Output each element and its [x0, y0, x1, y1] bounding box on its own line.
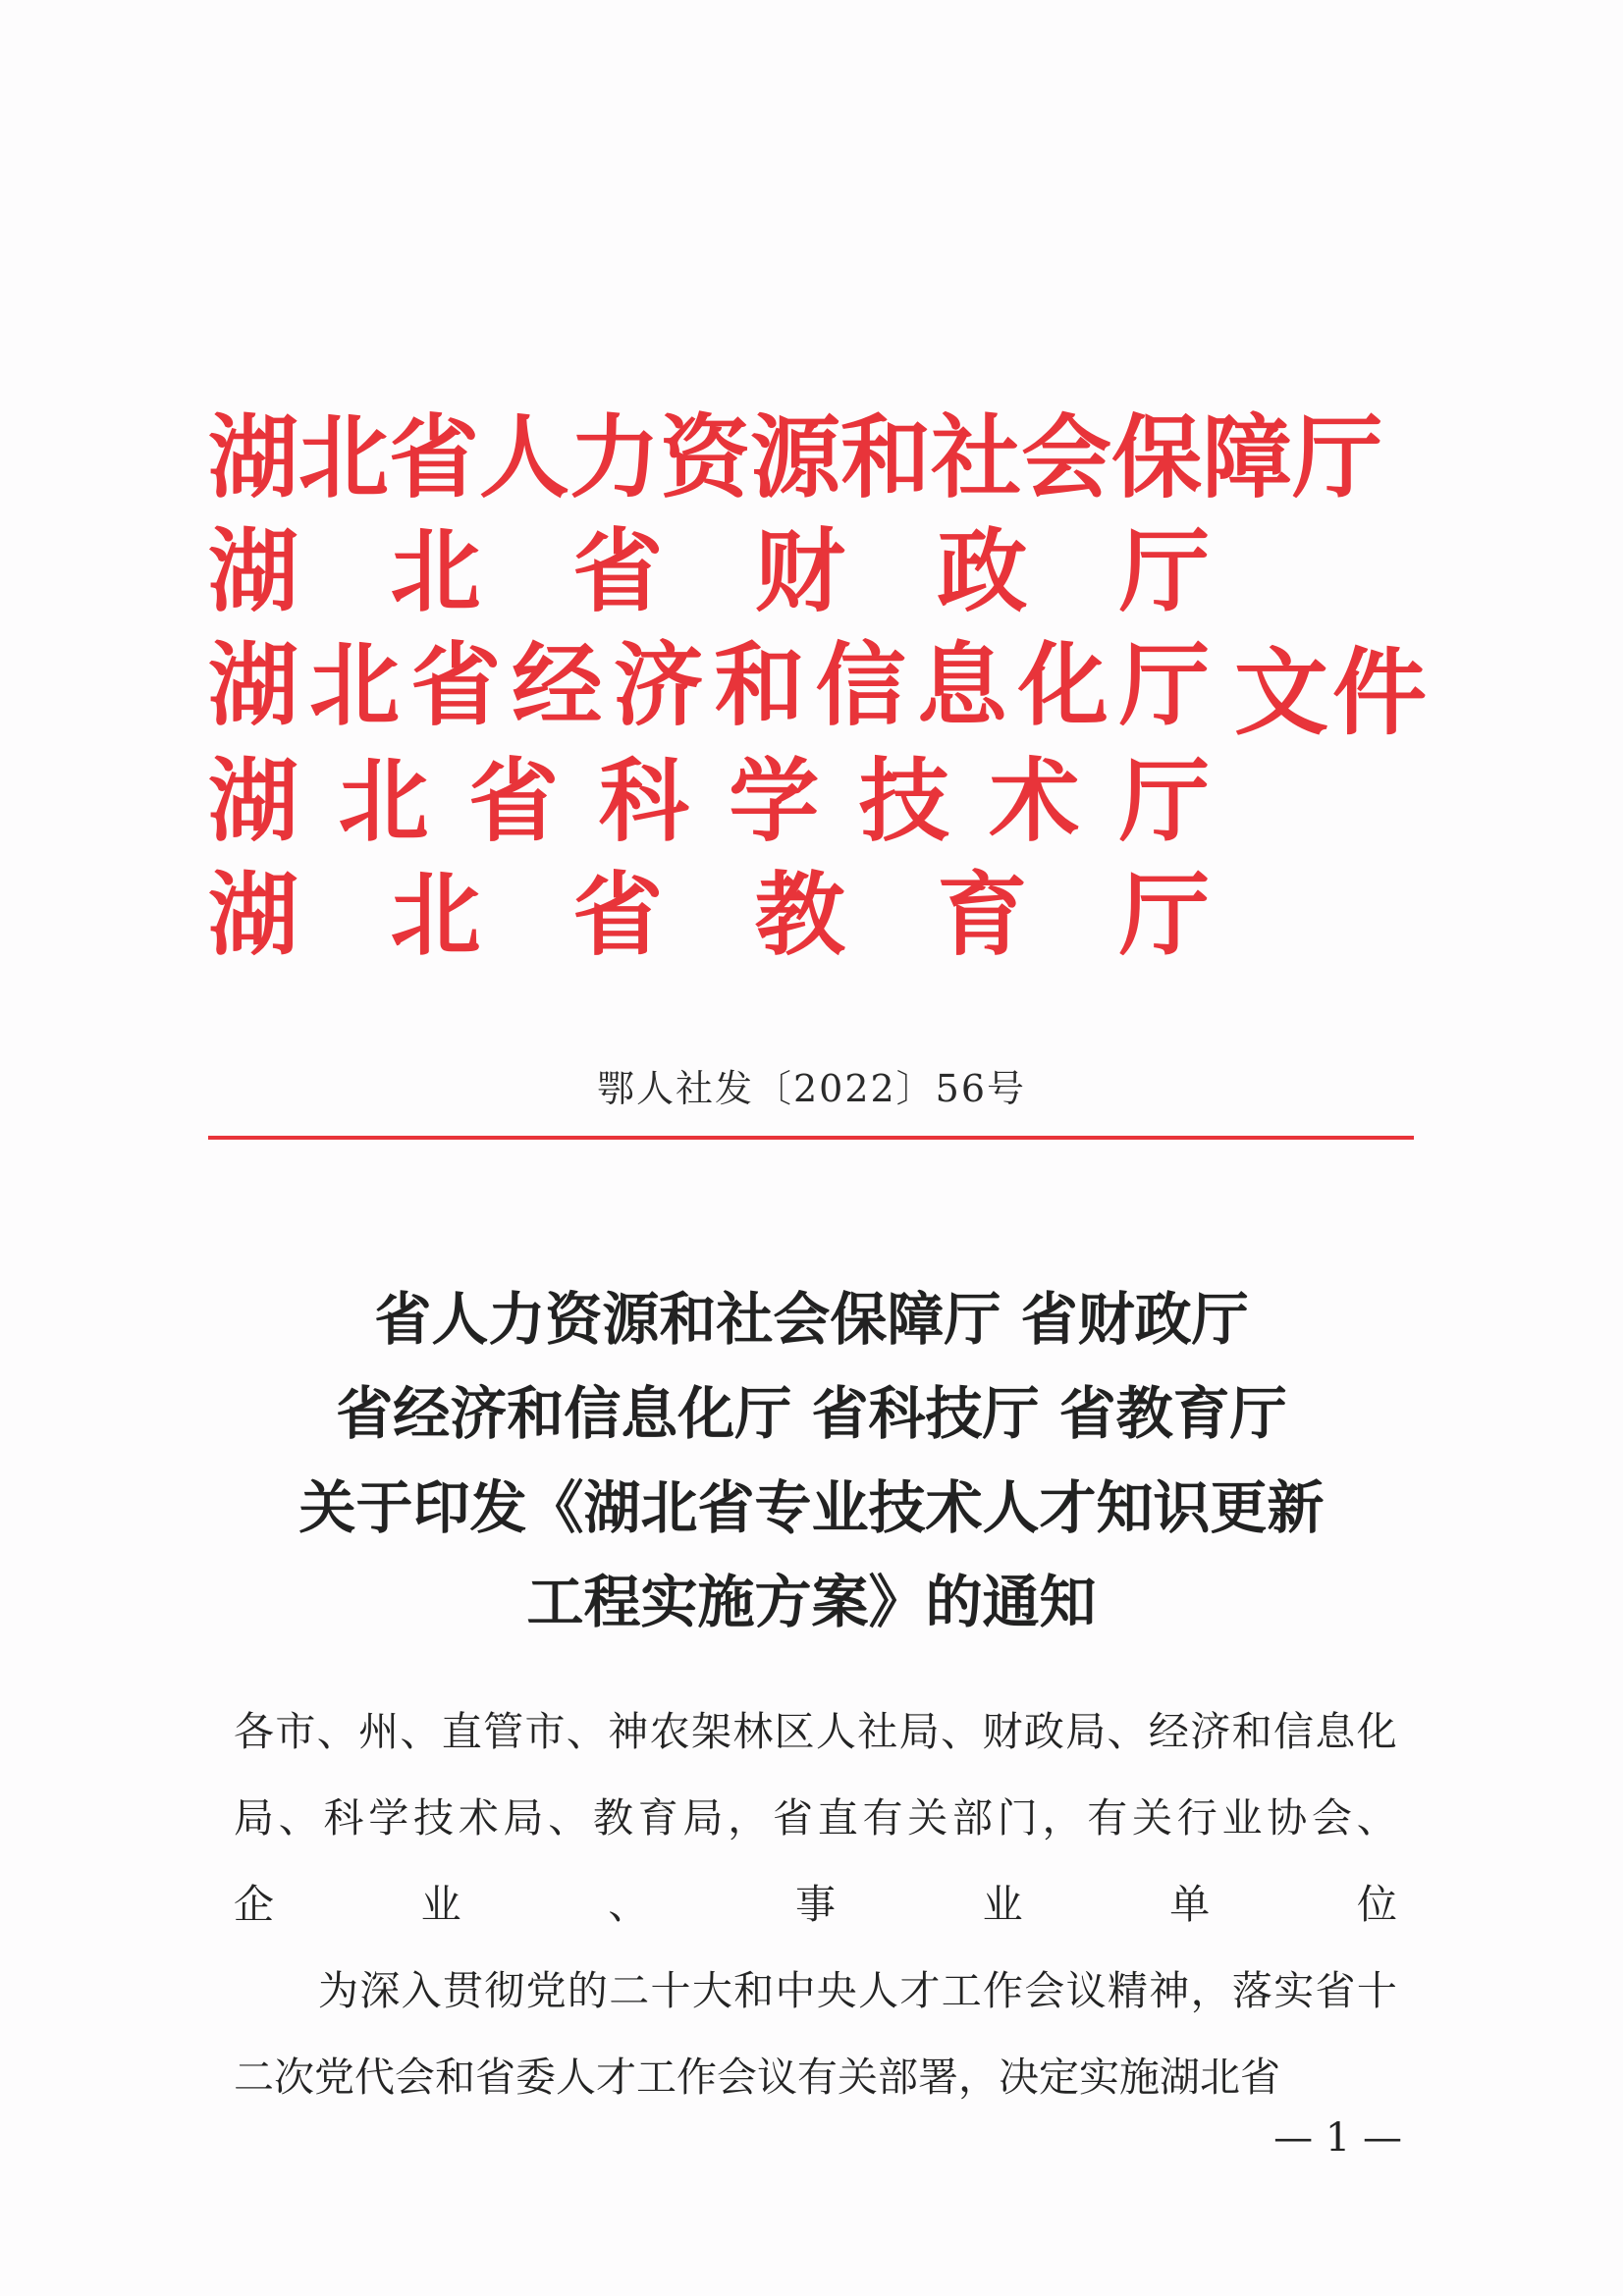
issuer-char: 技 — [858, 748, 949, 854]
text-line — [234, 1775, 1397, 1861]
text-line — [234, 1861, 1397, 1948]
issuer-char: 政 — [937, 518, 1028, 624]
issuer-char: 北 — [338, 748, 429, 854]
issuer-char: 会 — [1021, 404, 1112, 510]
issuer-char: 省 — [410, 632, 502, 738]
issuer-char: 湖 — [208, 404, 299, 510]
issuer-char: 省 — [572, 518, 664, 624]
issuer-char: 湖 — [208, 632, 299, 738]
issuer-char: 北 — [298, 404, 390, 510]
issuer-char: 教 — [754, 862, 845, 968]
text-line-content: 局 、 科 学 技 术 局 、 教 育 局 ， 省 直 有 关 部 门 ， 有 关 行 业 协 会 、 — [234, 1794, 1397, 1842]
issuer-char: 湖 — [208, 862, 299, 968]
issuer-char: 保 — [1111, 404, 1203, 510]
issuer-char: 省 — [468, 748, 560, 854]
issuer-char: 湖 — [208, 748, 299, 854]
issuer-header — [208, 400, 1431, 970]
title-line: 省人力资源和社会保障厅 省财政厅 — [374, 1286, 1249, 1353]
issuer-char: 和 — [840, 404, 932, 510]
issuer-char: 社 — [931, 404, 1022, 510]
issuer-char: 济 — [613, 632, 704, 738]
red-divider-line — [208, 1136, 1414, 1140]
issuer-char: 资 — [660, 404, 751, 510]
text-line-content: 企 业 、 事 业 单 位 — [234, 1881, 1397, 1928]
issuer-char: 源 — [750, 404, 841, 510]
title-line: 关于印发《湖北省专业技术人才知识更新 — [298, 1474, 1325, 1541]
issuer-char: 北 — [390, 862, 481, 968]
issuer-char: 厅 — [1118, 518, 1210, 624]
issuer-char: 和 — [714, 632, 805, 738]
issuer-char: 湖 — [208, 518, 299, 624]
title-line: 省经济和信息化厅 省科技厅 省教育厅 — [336, 1380, 1287, 1447]
body-paragraph — [234, 1948, 1397, 2120]
text-line — [234, 2034, 1397, 2120]
issuer-char: 人 — [479, 404, 570, 510]
issuer-char: 财 — [754, 518, 845, 624]
issuer-char: 厅 — [1292, 404, 1383, 510]
document-number: 鄂人社发〔2022〕56号 — [596, 1067, 1027, 1110]
text-line — [234, 1948, 1397, 2034]
issuer-line — [208, 514, 1210, 628]
issuer-char: 科 — [598, 748, 689, 854]
issuer-char: 力 — [569, 404, 661, 510]
issuer-char: 厅 — [1118, 862, 1210, 968]
issuer-char: 学 — [729, 748, 820, 854]
title-line: 工程实施方案》的通知 — [526, 1569, 1097, 1635]
issuer-char: 省 — [572, 862, 664, 968]
issuer-char: 息 — [916, 632, 1007, 738]
text-line-content: 为 深 入 贯 彻 党 的 二 十 大 和 中 央 人 才 工 作 会 议 精 神 ， 落 实 省 十 — [318, 1967, 1397, 2014]
issuer-char: 信 — [815, 632, 906, 738]
issuer-char: 化 — [1017, 632, 1109, 738]
issuer-line — [208, 858, 1210, 972]
page-number: — 1 — — [1273, 2115, 1402, 2161]
text-line — [234, 1688, 1397, 1775]
issuer-line — [208, 628, 1210, 742]
document-title — [0, 1272, 1623, 1649]
document-type-label: 文件 — [1234, 636, 1431, 748]
issuer-char: 厅 — [1118, 748, 1210, 854]
issuer-line — [208, 744, 1210, 858]
text-line-content: 各 市 、 州 、 直 管 市 、 神 农 架 林 区 人 社 局 、 财 政 局 、 经 济 和 信 息 化 — [234, 1708, 1397, 1755]
issuer-char: 北 — [390, 518, 481, 624]
issuer-char: 北 — [309, 632, 401, 738]
issuer-char: 经 — [512, 632, 603, 738]
issuer-char: 术 — [989, 748, 1080, 854]
issuer-char: 育 — [937, 862, 1028, 968]
issuer-line — [208, 400, 1383, 514]
text-line-content: 二次党代会和省委人才工作会议有关部署，决定实施湖北省 — [234, 2054, 1280, 2101]
document-body — [234, 1688, 1397, 2120]
issuer-char: 省 — [389, 404, 480, 510]
issuer-char: 厅 — [1118, 632, 1210, 738]
issuer-char: 障 — [1202, 404, 1293, 510]
recipients-paragraph — [234, 1688, 1397, 1948]
